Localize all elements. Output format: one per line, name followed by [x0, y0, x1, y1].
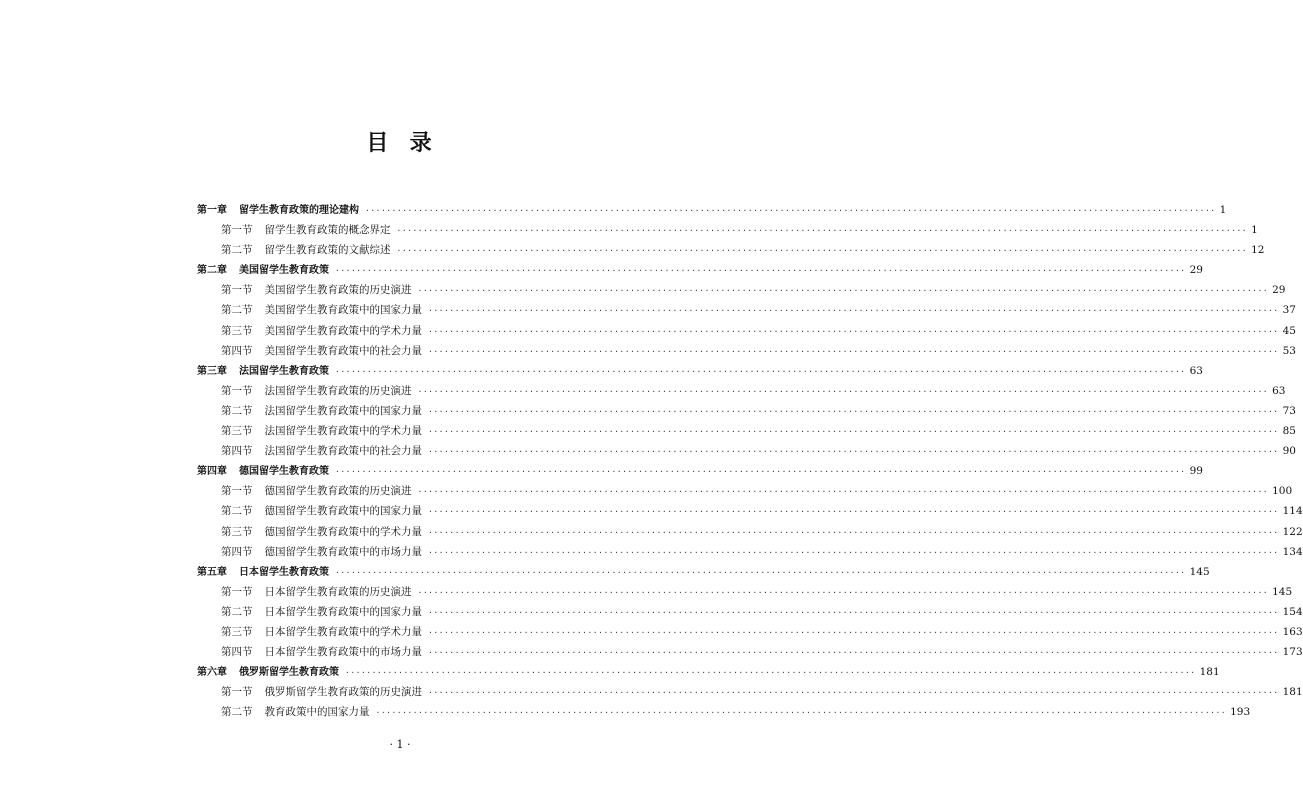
toc-section-entry[interactable]	[197, 542, 1303, 562]
toc-section-entry[interactable]	[197, 321, 1296, 341]
toc-entry-number: 第二节	[221, 244, 253, 257]
toc-entry-number: 第六章	[197, 667, 227, 679]
toc-entry-title: 法国留学生教育政策中的学术力量	[264, 425, 422, 438]
toc-entry-title: 法国留学生教育政策	[239, 365, 329, 377]
toc-dot-leader: ································································································································································	[375, 708, 1227, 718]
toc-section-entry[interactable]	[197, 421, 1296, 441]
page-title: 目 录	[366, 130, 434, 156]
toc-chapter-entry[interactable]	[197, 562, 1210, 582]
toc-entry-number: 第二节	[221, 304, 253, 317]
toc-entry-title: 日本留学生教育政策中的国家力量	[264, 605, 422, 618]
toc-dot-leader: ································································································································································	[417, 386, 1269, 396]
toc-dot-leader: ································································································································································	[428, 447, 1279, 457]
toc-chapter-entry[interactable]	[197, 662, 1220, 682]
toc-chapter-entry[interactable]	[197, 260, 1203, 280]
toc-entry-page: 181	[1282, 686, 1303, 699]
toc-entry-page: 63	[1189, 364, 1203, 377]
toc-section-entry[interactable]	[197, 381, 1286, 401]
toc-dot-leader: ································································································································································	[428, 406, 1279, 416]
toc-entry-title: 俄罗斯留学生教育政策	[239, 667, 339, 679]
toc-section-entry[interactable]	[197, 240, 1265, 260]
toc-entry-number: 第四节	[221, 445, 253, 458]
toc-section-entry[interactable]	[197, 501, 1303, 521]
page-number: · 1 ·	[389, 738, 411, 751]
toc-entry-title: 德国留学生教育政策的历史演进	[264, 485, 412, 498]
toc-dot-leader: ································································································································································	[428, 346, 1279, 356]
toc-entry-title: 德国留学生教育政策中的市场力量	[264, 545, 422, 558]
toc-entry-title: 教育政策中的国家力量	[264, 706, 370, 719]
toc-entry-page: 145	[1189, 565, 1210, 578]
toc-entry-title: 德国留学生教育政策中的学术力量	[264, 525, 422, 538]
toc-entry-title: 日本留学生教育政策的历史演进	[264, 585, 412, 598]
toc-entry-page: 145	[1272, 585, 1293, 598]
toc-dot-leader: ································································································································································	[428, 547, 1279, 557]
toc-dot-leader: ································································································································································	[428, 527, 1279, 537]
toc-entry-page: 100	[1272, 485, 1293, 498]
table-of-contents	[197, 200, 1303, 722]
toc-section-entry[interactable]	[197, 401, 1296, 421]
toc-section-entry[interactable]	[197, 280, 1286, 300]
toc-entry-title: 留学生教育政策的文献综述	[264, 244, 391, 257]
toc-entry-page: 63	[1272, 384, 1286, 397]
toc-dot-leader: ································································································································································	[417, 587, 1269, 597]
toc-entry-title: 日本留学生教育政策	[239, 566, 329, 578]
toc-entry-page: 29	[1272, 284, 1286, 297]
toc-entry-number: 第二节	[221, 404, 253, 417]
toc-entry-number: 第三节	[221, 625, 253, 638]
toc-section-entry[interactable]	[197, 682, 1303, 702]
toc-section-entry[interactable]	[197, 441, 1296, 461]
toc-entry-number: 第二章	[197, 265, 227, 277]
toc-dot-leader: ································································································································································	[428, 627, 1279, 637]
toc-entry-title: 日本留学生教育政策中的市场力量	[264, 646, 422, 659]
toc-entry-page: 122	[1282, 525, 1303, 538]
toc-entry-title: 美国留学生教育政策中的社会力量	[264, 344, 422, 357]
toc-dot-leader: ································································································································································	[335, 266, 1186, 276]
toc-entry-number: 第五章	[197, 566, 227, 578]
toc-entry-title: 法国留学生教育政策中的社会力量	[264, 445, 422, 458]
toc-entry-page: 29	[1189, 264, 1203, 277]
toc-entry-page: 154	[1282, 605, 1303, 618]
toc-entry-number: 第一节	[221, 585, 253, 598]
toc-dot-leader: ································································································································································	[428, 507, 1279, 517]
toc-entry-title: 美国留学生教育政策中的学术力量	[264, 324, 422, 337]
toc-entry-page: 173	[1282, 646, 1303, 659]
toc-section-entry[interactable]	[197, 702, 1251, 722]
toc-dot-leader: ································································································································································	[335, 467, 1186, 477]
toc-dot-leader: ································································································································································	[428, 427, 1279, 437]
toc-entry-number: 第三节	[221, 324, 253, 337]
toc-entry-page: 85	[1282, 425, 1296, 438]
toc-entry-title: 日本留学生教育政策中的学术力量	[264, 625, 422, 638]
toc-entry-page: 73	[1282, 404, 1296, 417]
toc-entry-page: 1	[1251, 224, 1258, 237]
toc-section-entry[interactable]	[197, 522, 1303, 542]
toc-section-entry[interactable]	[197, 300, 1296, 320]
toc-entry-page: 12	[1251, 244, 1265, 257]
toc-entry-title: 法国留学生教育政策的历史演进	[264, 384, 412, 397]
toc-entry-page: 193	[1230, 706, 1251, 719]
toc-entry-title: 法国留学生教育政策中的国家力量	[264, 404, 422, 417]
toc-entry-number: 第一节	[221, 485, 253, 498]
toc-chapter-entry[interactable]	[197, 200, 1227, 220]
toc-dot-leader: ································································································································································	[417, 286, 1269, 296]
toc-section-entry[interactable]	[197, 220, 1258, 240]
toc-entry-page: 53	[1282, 344, 1296, 357]
toc-entry-page: 1	[1219, 204, 1227, 216]
toc-section-entry[interactable]	[197, 341, 1296, 361]
toc-entry-page: 163	[1282, 625, 1303, 638]
toc-entry-title: 留学生教育政策的概念界定	[264, 224, 391, 237]
toc-entry-title: 德国留学生教育政策中的国家力量	[264, 505, 422, 518]
toc-entry-number: 第一节	[221, 284, 253, 297]
toc-entry-title: 美国留学生教育政策中的国家力量	[264, 304, 422, 317]
toc-entry-number: 第三节	[221, 525, 253, 538]
toc-dot-leader: ································································································································································	[417, 487, 1269, 497]
toc-entry-page: 37	[1282, 304, 1296, 317]
toc-entry-number: 第一节	[221, 224, 253, 237]
toc-entry-page: 134	[1282, 545, 1303, 558]
toc-dot-leader: ································································································································································	[335, 567, 1186, 577]
toc-chapter-entry[interactable]	[197, 361, 1203, 381]
toc-entry-page: 99	[1189, 465, 1203, 478]
toc-dot-leader: ································································································································································	[335, 366, 1186, 376]
toc-entry-number: 第四节	[221, 344, 253, 357]
toc-entry-title: 德国留学生教育政策	[239, 466, 329, 478]
toc-entry-number: 第四章	[197, 466, 227, 478]
toc-entry-title: 美国留学生教育政策	[239, 265, 329, 277]
toc-section-entry[interactable]	[197, 481, 1293, 501]
toc-dot-leader: ································································································································································	[396, 226, 1248, 236]
toc-dot-leader: ································································································································································	[345, 668, 1196, 678]
toc-entry-page: 45	[1282, 324, 1296, 337]
toc-entry-number: 第三章	[197, 365, 227, 377]
toc-entry-title: 俄罗斯留学生教育政策的历史演进	[264, 686, 422, 699]
toc-entry-number: 第二节	[221, 505, 253, 518]
toc-dot-leader: ································································································································································	[428, 648, 1279, 658]
toc-section-entry[interactable]	[197, 602, 1303, 622]
toc-dot-leader: ································································································································································	[396, 246, 1248, 256]
toc-entry-number: 第二节	[221, 706, 253, 719]
toc-section-entry[interactable]	[197, 642, 1303, 662]
toc-entry-number: 第二节	[221, 605, 253, 618]
toc-entry-page: 90	[1282, 445, 1296, 458]
toc-entry-page: 114	[1282, 505, 1303, 518]
toc-dot-leader: ································································································································································	[428, 326, 1279, 336]
toc-dot-leader: ································································································································································	[428, 688, 1279, 698]
toc-entry-number: 第一章	[197, 205, 227, 216]
toc-entry-number: 第一节	[221, 384, 253, 397]
toc-dot-leader: ································································································································································	[428, 607, 1279, 617]
toc-chapter-entry[interactable]	[197, 461, 1203, 481]
toc-dot-leader: ································································································································································	[428, 306, 1279, 316]
toc-section-entry[interactable]	[197, 582, 1293, 602]
toc-entry-page: 181	[1199, 666, 1220, 679]
toc-entry-title: 留学生教育政策的理论建构	[239, 205, 359, 216]
toc-entry-number: 第三节	[221, 425, 253, 438]
toc-section-entry[interactable]	[197, 622, 1303, 642]
toc-entry-number: 第一节	[221, 686, 253, 699]
toc-entry-title: 美国留学生教育政策的历史演进	[264, 284, 412, 297]
toc-dot-leader: ································································································································································	[365, 206, 1216, 215]
toc-entry-number: 第四节	[221, 646, 253, 659]
toc-entry-number: 第四节	[221, 545, 253, 558]
